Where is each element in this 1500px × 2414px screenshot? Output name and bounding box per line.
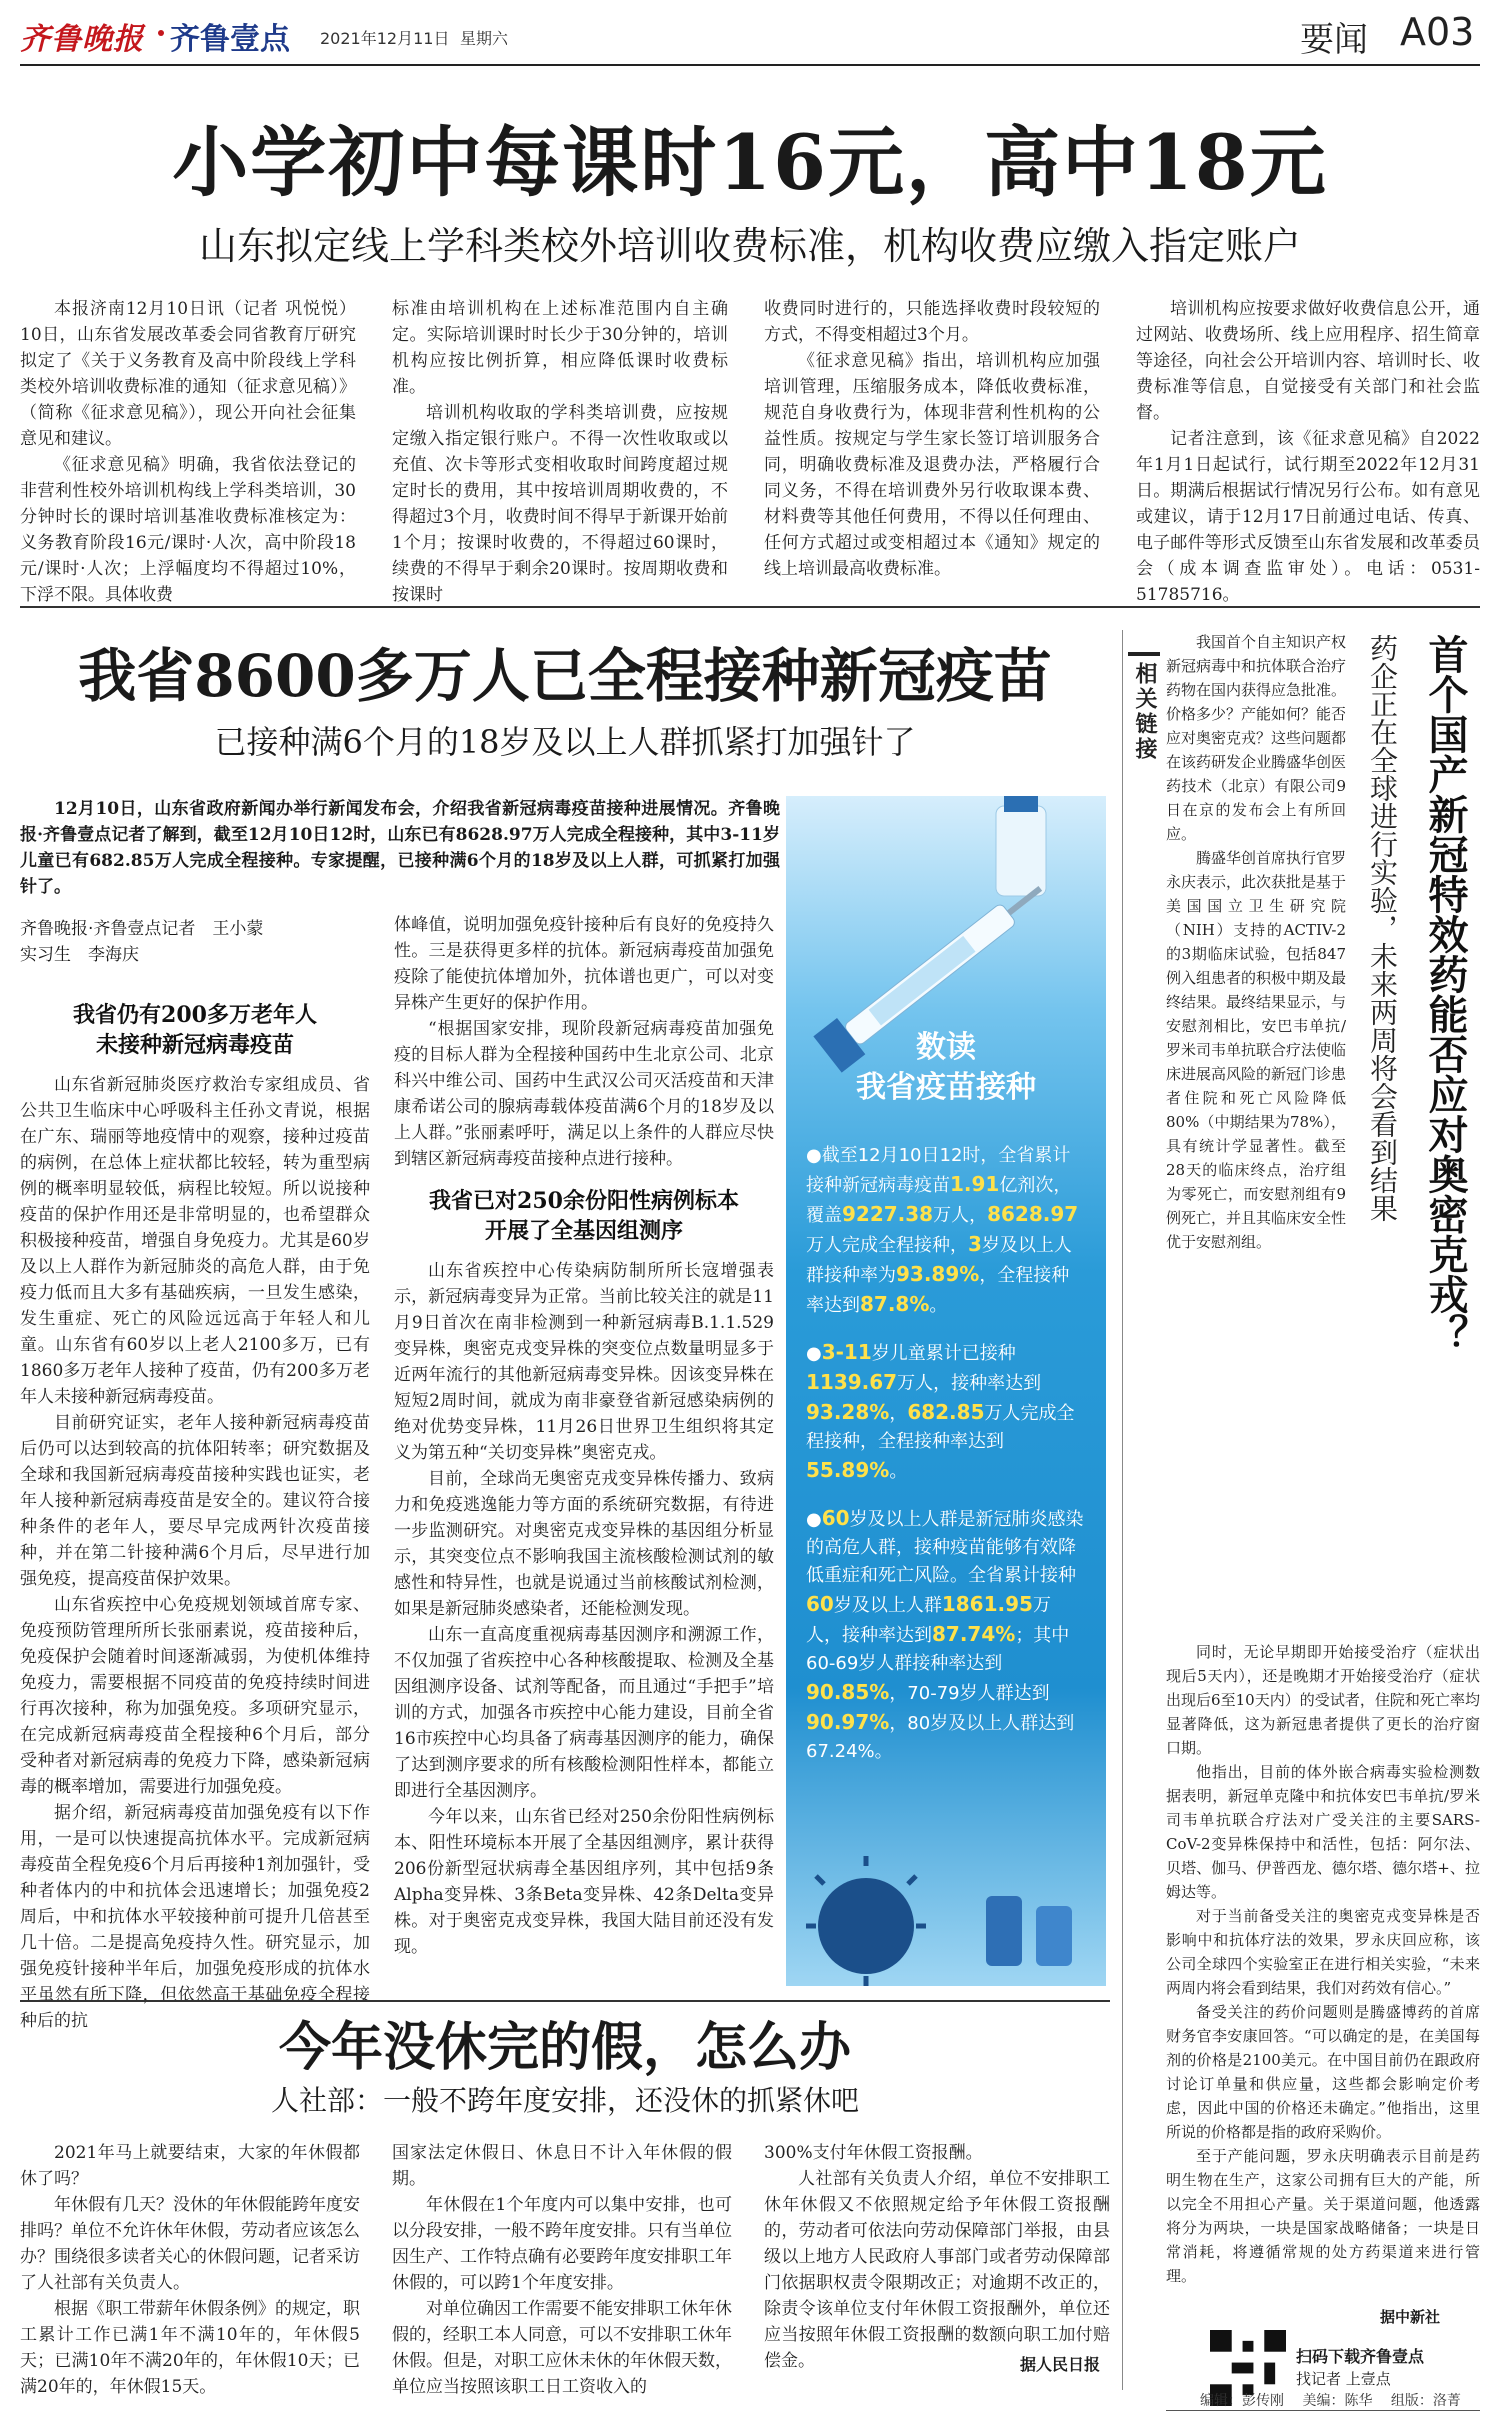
infobox-stat-children: ●3-11岁儿童累计已接种1139.67万人，接种率达到93.28%，682.85万人完成全程接种，全程接种率达到55.89%。 bbox=[806, 1340, 1075, 1482]
qr-caption-2: 找记者 上壹点 bbox=[1296, 2370, 1391, 2388]
story3-column-2: 国家法定休假日、休息日不计入年休假的假期。 年休假在1个年度内可以集中安排，也可以分段安排，一般不跨年度安排。只有当单位因生产、工作特点确有必要跨年度安排职工年休假的，可以跨1个年度安排。 对单位确因工作需要不能安排职工休年休假的，经职工本人同意，可以不安排职工休年休假。但是，对职工应休未休的年休假天数，单位应当按照该职工日工资收入的 bbox=[392, 2143, 732, 2397]
story2-byline-intern: 实习生 李海庆 bbox=[20, 945, 139, 965]
story2-subheadline: 已接种满6个月的18岁及以上人群抓紧打加强针了 bbox=[214, 723, 916, 761]
story1-headline: 小学初中每课时16元，高中18元 bbox=[172, 118, 1328, 207]
sidebar-headline: 首个国产新冠特效药能否应对奥密克戎？ bbox=[1422, 634, 1469, 1354]
sidebar-credit: 据中新社 bbox=[1380, 2308, 1441, 2326]
infobox-stat-overall: ●截至12月10日12时，全省累计接种新冠病毒疫苗1.91亿剂次，覆盖9227.38万人，8628.97万人完成全程接种，3岁及以上人群接种率为93.89%，全程接种率达到87.8%。 bbox=[806, 1145, 1079, 1316]
infobox-title: 数读 我省疫苗接种 bbox=[856, 1030, 1036, 1105]
masthead bbox=[0, 0, 1500, 60]
sidebar-divider bbox=[1122, 630, 1123, 2390]
story1-column-4: 培训机构应按要求做好收费信息公开，通过网站、收费场所、线上应用程序、招生简章等途径，向社会公开培训内容、培训时长、收费标准等信息，自觉接受有关部门和社会监督。 记者注意到，该《征求意见稿》自2022年1月1日起试行，试行期至2022年12月31日。期满后根据试行情况另行公布。如有意见或建议，请于12月17日前通过电话、传真、电子邮件等形式反馈至山东省发展和改革委员会（成本调查监审处）。电话：0531-51785716。 bbox=[1136, 299, 1480, 605]
story2-byline-reporter: 齐鲁晚报·齐鲁壹点记者 王小蒙 bbox=[20, 919, 264, 939]
story3-top-rule bbox=[20, 2000, 1110, 2002]
section-name: 要闻 bbox=[1300, 20, 1368, 60]
story3-headline: 今年没休完的假，怎么办 bbox=[278, 2017, 851, 2078]
footer-proof: 组版：洛菁 bbox=[1390, 2393, 1461, 2409]
story1-subheadline: 山东拟定线上学科类校外培训收费标准，机构收费应缴入指定账户 bbox=[198, 224, 1301, 268]
footer-rule bbox=[1166, 2410, 1480, 2411]
footer-credits bbox=[1200, 2390, 1461, 2410]
story3-credit: 据人民日报 bbox=[1020, 2352, 1100, 2375]
issue-weekday: 星期六 bbox=[460, 29, 509, 48]
infobox-stat-elderly: ●60岁及以上人群是新冠肺炎感染的高危人群，接种疫苗能够有效降低重症和死亡风险。全省累计接种60岁及以上人群1861.95万人，接种率达到87.74%；其中60-69岁人群接种率达到90.85%，70-79岁人群达到90.97%，80岁及以上人群达到67.24%。 bbox=[806, 1506, 1084, 1762]
app-logo: 齐鲁壹点 bbox=[170, 22, 290, 57]
story2-subhead-elderly: 我省仍有200多万老年人 未接种新冠病毒疫苗 bbox=[73, 1002, 317, 1058]
story1-bottom-rule bbox=[20, 606, 1480, 608]
issue-date: 2021年12月11日 bbox=[320, 29, 450, 48]
vaccine-infobox bbox=[786, 796, 1106, 1986]
syringe-illustration bbox=[786, 796, 1106, 1056]
story3-subheadline: 人社部：一般不跨年度安排，还没休的抓紧休吧 bbox=[270, 2084, 859, 2117]
story2-column-2: 体峰值，说明加强免疫针接种后有良好的免疫持久性。三是获得更多样的抗体。新冠病毒疫苗加强免疫除了能使抗体增加外，抗体谱也更广，可以对变异株产生更好的保护作用。 “根据国家安排，现阶段新冠病毒疫苗加强免疫的目标人群为全程接种国药中生北京公司、北京科兴中维公司、国药中生武汉公司灭活疫苗和天津康希诺公司的腺病毒载体疫苗满6个月的18岁及以上人群。”张丽素呼吁，满足以上条件的人群应尽快到辖区新冠病毒疫苗接种点进行接种。 bbox=[394, 915, 774, 1169]
logo-dot bbox=[158, 30, 164, 36]
sidebar-body: 我国首个自主知识产权新冠病毒中和抗体联合治疗药物在国内获得应急批准。价格多少？产能如何？能否应对奥密克戎？这些问题都在该药研发企业腾盛华创医药技术（北京）有限公司9日在京的发布会上有所回应。 腾盛华创首席执行官罗永庆表示，此次获批是基于美国国立卫生研究院（NIH）支持的ACTIV-2的3期临床试验，包括847例入组患者的积极中期及最终结果。最终结果显示，与安慰剂相比，安巴韦单抗/罗米司韦单抗联合疗法使临床进展高风险的新冠门诊患者住院和死亡风险降低80%（中期结果为78%），具有统计学显著性。截至28天的临床终点，治疗组为零死亡，而安慰剂组有9例死亡，并且其临床安全性优于安慰剂组。 bbox=[1166, 633, 1347, 1251]
paper-logo: 齐鲁晚报 bbox=[20, 22, 144, 57]
qr-caption-1: 扫码下载齐鲁壹点 bbox=[1296, 2347, 1425, 2366]
footer-editor: 编辑：彭传刚 bbox=[1200, 2393, 1284, 2409]
related-link-tag: 相关链接 bbox=[1128, 652, 1160, 762]
page-number: A03 bbox=[1400, 10, 1475, 54]
infobox-stats bbox=[806, 1142, 1086, 1784]
story2-headline: 我省8600多万人已全程接种新冠疫苗 bbox=[78, 642, 1052, 710]
sidebar-deck: 药企正在全球进行实验，未来两周将会看到结果 bbox=[1366, 634, 1399, 1222]
footer-art: 美编：陈华 bbox=[1302, 2393, 1373, 2409]
story1-column-2: 标准由培训机构在上述标准范围内自主确定。实际培训课时时长少于30分钟的，培训机构应按比例折算，相应降低课时收费标准。 培训机构收取的学科类培训费，应按规定缴入指定银行账户。不得一次性收取或以充值、次卡等形式变相收取时间跨度超过规定时长的费用，其中按培训周期收费的，不得超过3个月，收费时间不得早于新课开始前1个月；按课时收费的，不得超过60课时，续费的不得早于剩余20课时。按周期收费和按课时 bbox=[392, 299, 728, 605]
sidebar-body-lower: 同时，无论早期即开始接受治疗（症状出现后5天内），还是晚期才开始接受治疗（症状出现后6至10天内）的受试者，住院和死亡率均显著降低，这为新冠患者提供了更长的治疗窗口期。 他指出，目前的体外嵌合病毒实验检测数据表明，新冠单克隆中和抗体安巴韦单抗/罗米司韦单抗联合疗法对广受关注的主要SARS-CoV-2变异株保持中和活性，包括：阿尔法、贝塔、伽马、伊普西龙、德尔塔、德尔塔+、拉姆达等。 对于当前备受关注的奥密克戎变异株是否影响中和抗体疗法的效果，罗永庆回应称，该公司全球四个实验室正在进行相关实验，“未来两周内将会看到结果，我们对药效有信心。” 备受关注的药价问题则是腾盛博药的首席财务官李安康回答。“可以确定的是，在美国每剂的价格是2100美元。在中国目前仍在跟政府讨论订单量和供应量，这些都会影响定价考虑，因此中国的价格还未确定。”他指出，这里所说的价格都是指的政府采购价。 至于产能问题，罗永庆明确表示目前是药明生物在生产，这家公司拥有巨大的产能，所以完全不用担心产量。关于渠道问题，他透露将分为两块，一块是国家战略储备；一块是日常消耗，将遵循常规的处方药渠道来进行管理。 bbox=[1166, 1643, 1480, 2285]
story3-column-1: 2021年马上就要结束，大家的年休假都休了吗？ 年休假有几天？没休的年休假能跨年度安排吗？单位不允许休年休假，劳动者应该怎么办？围绕很多读者关心的休假问题，记者采访了人社部有关负责人。 根据《职工带薪年休假条例》的规定，职工累计工作已满1年不满10年的，年休假5天；已满10年不满20年的，年休假10天；已满20年的，年休假15天。 bbox=[20, 2143, 360, 2397]
story3-column-3: 300%支付年休假工资报酬。 人社部有关负责人介绍，单位不安排职工休年休假又不依照规定给予年休假工资报酬的，劳动者可依法向劳动保障部门举报，由县级以上地方人民政府人事部门或者劳动保障部门依据职权责令限期改正；对逾期不改正的，除责令该单位支付年休假工资报酬外，单位还应当按照年休假工资报酬的数额向职工加付赔偿金。 bbox=[764, 2143, 1110, 2371]
story1-column-1: 本报济南12月10日讯（记者 巩悦悦） 10日，山东省发展改革委会同省教育厅研究拟定了《关于义务教育及高中阶段线上学科类校外培训收费标准的通知（征求意见稿）》（简称《征求意见稿》），现公开向社会征集意见和建议。 《征求意见稿》明确，我省依法登记的非营利性校外培训机构线上学科类培训，30分钟时长的课时培训基准收费标准核定为：义务教育阶段16元/课时·人次，高中阶段18元/课时·人次；上浮幅度均不得超过10%，下浮不限。具体收费 bbox=[20, 299, 356, 605]
story2-lead: 12月10日，山东省政府新闻办举行新闻发布会，介绍我省新冠病毒疫苗接种进展情况。齐鲁晚报·齐鲁壹点记者了解到，截至12月10日12时，山东已有8628.97万人完成全程接种，其中3-11岁儿童已有682.85万人完成全程接种。专家提醒，已接种满6个月的18岁及以上人群，可抓紧打加强针了。 bbox=[20, 799, 780, 897]
virus-illustration bbox=[786, 1836, 1106, 1986]
story2-column-1: 山东省新冠肺炎医疗救治专家组成员、省公共卫生临床中心呼吸科主任孙文青说，根据在广东、瑞丽等地疫情中的观察，接种过疫苗的病例，在总体上症状都比较轻，转为重型病例的概率明显较低，病程比较短。所以说接种疫苗的保护作用还是非常明显的，也希望群众积极接种疫苗，增强自身免疫力。尤其是60岁及以上人群作为新冠肺炎的高危人群，由于免疫力低而且大多有基础疾病，一旦发生感染，发生重症、死亡的风险远远高于年轻人和儿童。山东省有60岁以上老人2100多万，已有1860多万老年人接种了疫苗，仍有200多万老年人未接种新冠病毒疫苗。 目前研究证实，老年人接种新冠病毒疫苗后仍可以达到较高的抗体阳转率；研究数据及全球和我国新冠病毒疫苗接种实践也证实，老年人接种新冠病毒疫苗是安全的。建议符合接种条件的老年人，要尽早完成两针次疫苗接种，并在第二针接种满6个月后，尽早进行加强免疫，提高疫苗保护效果。 山东省疾控中心免疫规划领域首席专家、免疫预防管理所所长张丽素说，疫苗接种后，免疫保护会随着时间逐渐减弱，为使机体维持免疫力，需要根据不同疫苗的免疫持续时间进行再次接种，称为加强免疫。多项研究显示，在完成新冠病毒疫苗全程接种6个月后，部分受种者对新冠病毒的免疫力下降，感染新冠病毒的概率增加，需要进行加强免疫。 据介绍，新冠病毒疫苗加强免疫有以下作用，一是可以快速提高抗体水平。完成新冠病毒疫苗全程免疫6个月后再接种1剂加强针，受种者体内的中和抗体会迅速增长；加强免疫2周后，中和抗体水平较接种前可提升几倍甚至几十倍。二是提高免疫持久性。研究显示，加强免疫针接种半年后，加强免疫形成的抗体水平虽然有所下降，但依然高于基础免疫全程接种后的抗 bbox=[20, 1075, 370, 2031]
story1-column-3: 收费同时进行的，只能选择收费时段较短的方式，不得变相超过3个月。 《征求意见稿》指出，培训机构应加强培训管理，压缩服务成本，降低收费标准，规范自身收费行为，体现非营利性机构的公益性质。按规定与学生家长签订培训服务合同，明确收费标准及退费办法，严格履行合同义务，不得在培训费外另行收取课本费、材料费等其他任何费用，不得以任何理由、任何方式超过或变相超过本《通知》规定的线上培训最高收费标准。 bbox=[764, 299, 1100, 579]
story2-column-2b: 山东省疾控中心传染病防制所所长寇增强表示，新冠病毒变异为正常。当前比较关注的就是11月9日首次在南非检测到一种新冠病毒B.1.1.529变异株，奥密克戎变异株的突变位点数量明显多于近两年流行的其他新冠病毒变异株。因该变异株在短短2周时间，就成为南非豪登省新冠感染病例的绝对优势变异株，11月26日世界卫生组织将其定义为第五种“关切变异株”奥密克戎。 目前，全球尚无奥密克戎变异株传播力、致病力和免疫逃逸能力等方面的系统研究数据，有待进一步监测研究。对奥密克戎变异株的基因组分析显示，其突变位点不影响我国主流核酸检测试剂的敏感性和特异性，也就是说通过当前核酸试剂检测，如果是新冠肺炎感染者，还能检测发现。 山东一直高度重视病毒基因测序和溯源工作，不仅加强了省疾控中心各种核酸提取、检测及全基因组测序设备、试剂等配备，而且通过“手把手”培训的方式，加强各市疾控中心能力建设，目前全省16市疾控中心均具备了病毒基因测序的能力，确保了达到测序要求的所有核酸检测阳性样本，都能立即进行全基因测序。 今年以来，山东省已经对250余份阳性病例标本、阳性环境标本开展了全基因组测序，累计获得206份新型冠状病毒全基因组序列，其中包括9条Alpha变异株、3条Beta变异株、42条Delta变异株。对于奥密克戎变异株，我国大陆目前还没有发现。 bbox=[394, 1261, 774, 1957]
story2-subhead-sequencing: 我省已对250余份阳性病例标本 开展了全基因组测序 bbox=[429, 1188, 739, 1244]
masthead-rule bbox=[20, 64, 1480, 66]
